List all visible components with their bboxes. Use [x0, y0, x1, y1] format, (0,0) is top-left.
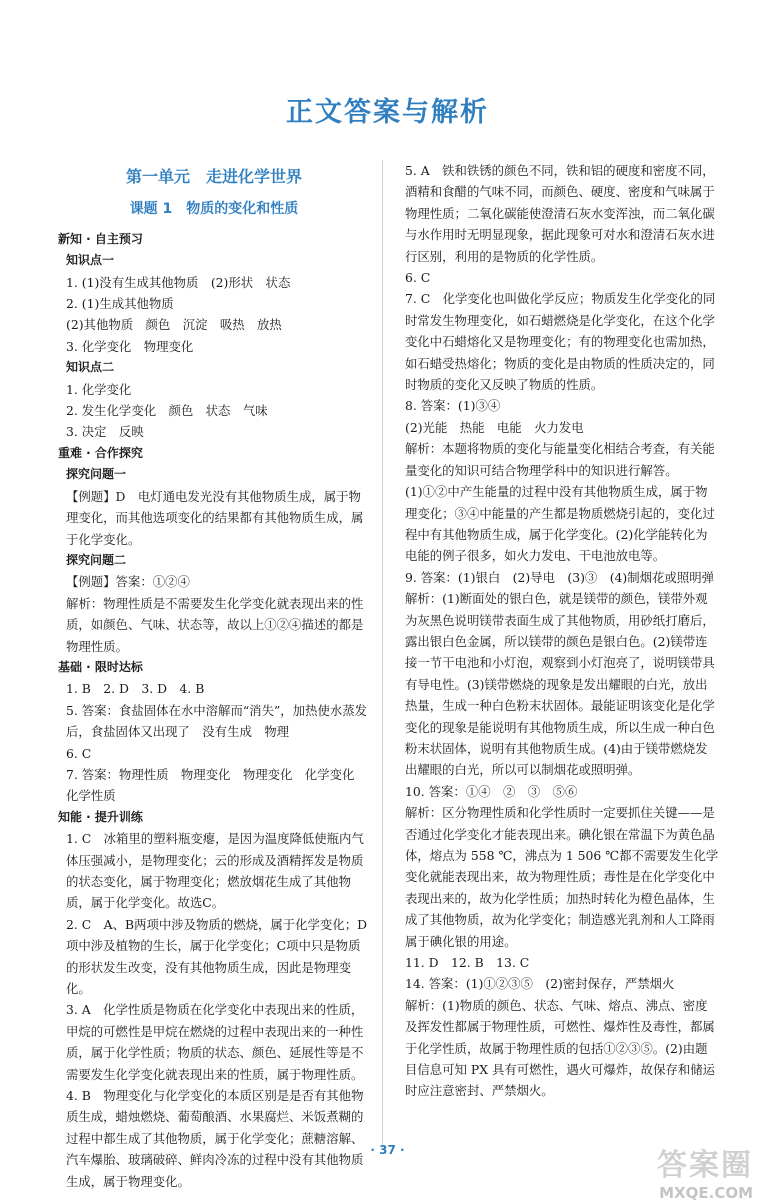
right-column — [397, 160, 719, 1102]
left-column — [58, 160, 370, 1192]
page-title: 正文答案与解析 — [286, 97, 489, 128]
answer-line: 3. 化学变化 物理变化 — [66, 338, 194, 354]
answer-line: 10. 答案：①④ ② ③ ⑤⑥ — [405, 783, 578, 799]
answer-paragraph: 5. A 铁和铁锈的颜色不同，铁和铝的硬度和密度不同，酒精和食醋的气味不同，而颜色、硬度、密度和气味属于物理性质；二氧化碳能使澄清石灰水变浑浊，而二氧化碳与水作用时无明显现象，据此现象可对水和澄清石灰水进行区别，利用的是物质的化学性质。 — [405, 163, 715, 264]
answer-paragraph: 1. C 冰箱里的塑料瓶变瘪，是因为温度降低使瓶内气体压强减小，是物理变化；云的形成及酒精挥发是物质的状态变化，属于物理变化；燃放烟花生成了其他物质，属于化学变化。故选C。 — [66, 831, 364, 911]
answer-paragraph: 解析：(1)断面处的银白色，就是镁带的颜色，镁带外观为灰黑色说明镁带表面生成了其他物质，用砂纸打磨后，露出银白色金属，所以镁带的颜色是银白色。(2)镁带连接一节干电池和小灯泡，观察到小灯泡亮了，说明镁带具有导电性。(3)镁带燃烧的现象是发出耀眼的白光，放出热量，生成一种白色粉末状固体。最能证明该变化是化学变化的现象是能说明有其他物质生成，所以生成一种白色粉末状固体，说明有其他物质生成。(4)由于镁带燃烧发出耀眼的白光，所以可以制烟花或照明弹。 — [405, 591, 715, 778]
answer-line: 1. (1)没有生成其他物质 (2)形状 状态 — [66, 274, 291, 290]
answer-line: 1. B 2. D 3. D 4. B — [66, 681, 205, 697]
subsection-heading: 知识点一 — [66, 253, 115, 268]
subsection-heading: 探究问题一 — [66, 467, 127, 482]
answer-paragraph: 解析：物理性质是不需要发生化学变化就表现出来的性质，如颜色、气味、状态等，故以上①②④描述的都是物理性质。 — [66, 595, 364, 654]
answer-line: 【例题】答案：①②④ — [66, 574, 190, 590]
answer-paragraph: 【例题】D 电灯通电发光没有其他物质生成，属于物理变化，而其他选项变化的结果都有其他物质生成，属于化学变化。 — [66, 488, 364, 547]
section-heading: 重难 · 合作探究 — [58, 445, 143, 460]
watermark — [603, 1140, 753, 1202]
answer-paragraph: 解析：(1)物质的颜色、状态、气味、熔点、沸点、密度及挥发性都属于物理性质，可燃性、爆炸性及毒性，都属于化学性质，故属于物理性质的包括①②③⑤。(2)由题目信息可知 PX 具有可燃性，遇火可爆炸，故保存和储运时应注意密封、严禁烟火。 — [405, 997, 716, 1099]
watermark-url: MXQE.COM — [659, 1184, 753, 1202]
unit-heading: 第一单元 走进化学世界 — [125, 167, 302, 186]
answer-line: 6. C — [66, 745, 92, 761]
section-heading: 基础 · 限时达标 — [58, 659, 143, 674]
answer-line: 8. 答案：(1)③④ — [405, 398, 501, 414]
answer-line: 1. 化学变化 — [66, 381, 132, 397]
answer-paragraph: 5. 答案：食盐固体在水中溶解而“消失”，加热使水蒸发后，食盐固体又出现了 没有生成 物理 — [66, 702, 368, 740]
answer-line: (2)其他物质 颜色 沉淀 吸热 放热 — [66, 317, 282, 333]
answer-paragraph: 7. C 化学变化也叫做化学反应；物质发生化学变化的同时常发生物理变化，如石蜡燃烧是化学变化，在这个化学变化中石蜡熔化又是物理变化；有的物理变化也需加热，如石蜡受热熔化；物质的变化是由物质的性质决定的，同时物质的变化又反映了物质的性质。 — [405, 291, 716, 393]
answer-paragraph: 解析：本题将物质的变化与能量变化相结合考查，有关能量变化的知识可结合物理学科中的知识进行解答。(1)①②中产生能量的过程中没有其他物质生成，属于物理变化；③④中能量的产生都是物质燃烧引起的，变化过程中有其他物质生成，属于化学变化。(2)化学能转化为电能的例子很多，如火力发电、干电池放电等。 — [405, 441, 715, 564]
section-heading: 新知 · 自主预习 — [58, 231, 143, 246]
answer-paragraph: 解析：区分物理性质和化学性质时一定要抓住关键——是否通过化学变化才能表现出来。碘化银在常温下为黄色晶体，熔点为 558 ℃，沸点为 1 506 ℃都不需要发生化学变化就能表现出来，故为物理性质；毒性是在化学变化中表现出来的，故为化学性质；加热时转化为橙色晶体，生成了其他物质，故为化学变化；制造感光乳剂和人工降雨属于碘化银的用途。 — [405, 805, 719, 949]
page-number: · 37 · — [370, 1143, 405, 1157]
answer-line: 3. 决定 反映 — [66, 424, 144, 440]
answer-paragraph: 9. 答案：(1)银白 (2)导电 (3)③ (4)制烟花或照明弹 — [405, 569, 714, 585]
answer-line: (2)光能 热能 电能 火力发电 — [405, 419, 584, 435]
answer-line: 6. C — [405, 270, 431, 286]
section-heading: 知能 · 提升训练 — [58, 809, 143, 824]
answer-paragraph: 7. 答案：物理性质 物理变化 物理变化 化学变化 化学性质 — [66, 766, 367, 804]
answer-line: 14. 答案：(1)①②③⑤ (2)密封保存，严禁烟火 — [405, 976, 675, 992]
answer-paragraph: 3. A 化学性质是物质在化学变化中表现出来的性质，甲烷的可燃性是甲烷在燃烧的过程中表现出来的一种性质，属于化学性质；物质的状态、颜色、延展性等是不需要发生化学变化就表现出来的性质，属于物理性质。 — [66, 1002, 364, 1082]
answer-line: 2. (1)生成其他物质 — [66, 296, 174, 312]
answer-line: 11. D 12. B 13. C — [405, 955, 530, 971]
column-divider — [382, 160, 383, 1150]
watermark-logo: 答案圈 — [657, 1148, 753, 1183]
subsection-heading: 知识点二 — [66, 360, 115, 375]
answer-paragraph: 4. B 物理变化与化学变化的本质区别是是否有其他物质生成，蜡烛燃烧、葡萄酿酒、水果腐烂、米饭煮糊的过程中都生成了其他物质，属于化学变化；蔗糖溶解、汽车爆胎、玻璃破碎、鲜肉冷冻的过程中没有其他物质生成，属于物理变化。 — [66, 1088, 364, 1189]
answer-paragraph: 2. C A、B两项中涉及物质的燃烧，属于化学变化；D项中涉及植物的生长，属于化学变化；C项中只是物质的形状发生改变，没有其他物质生成，因此是物理变化。 — [66, 916, 368, 997]
lesson-heading: 课题 1 物质的变化和性质 — [129, 201, 299, 218]
answer-line: 2. 发生化学变化 颜色 状态 气味 — [66, 403, 268, 419]
subsection-heading: 探究问题二 — [66, 552, 127, 567]
